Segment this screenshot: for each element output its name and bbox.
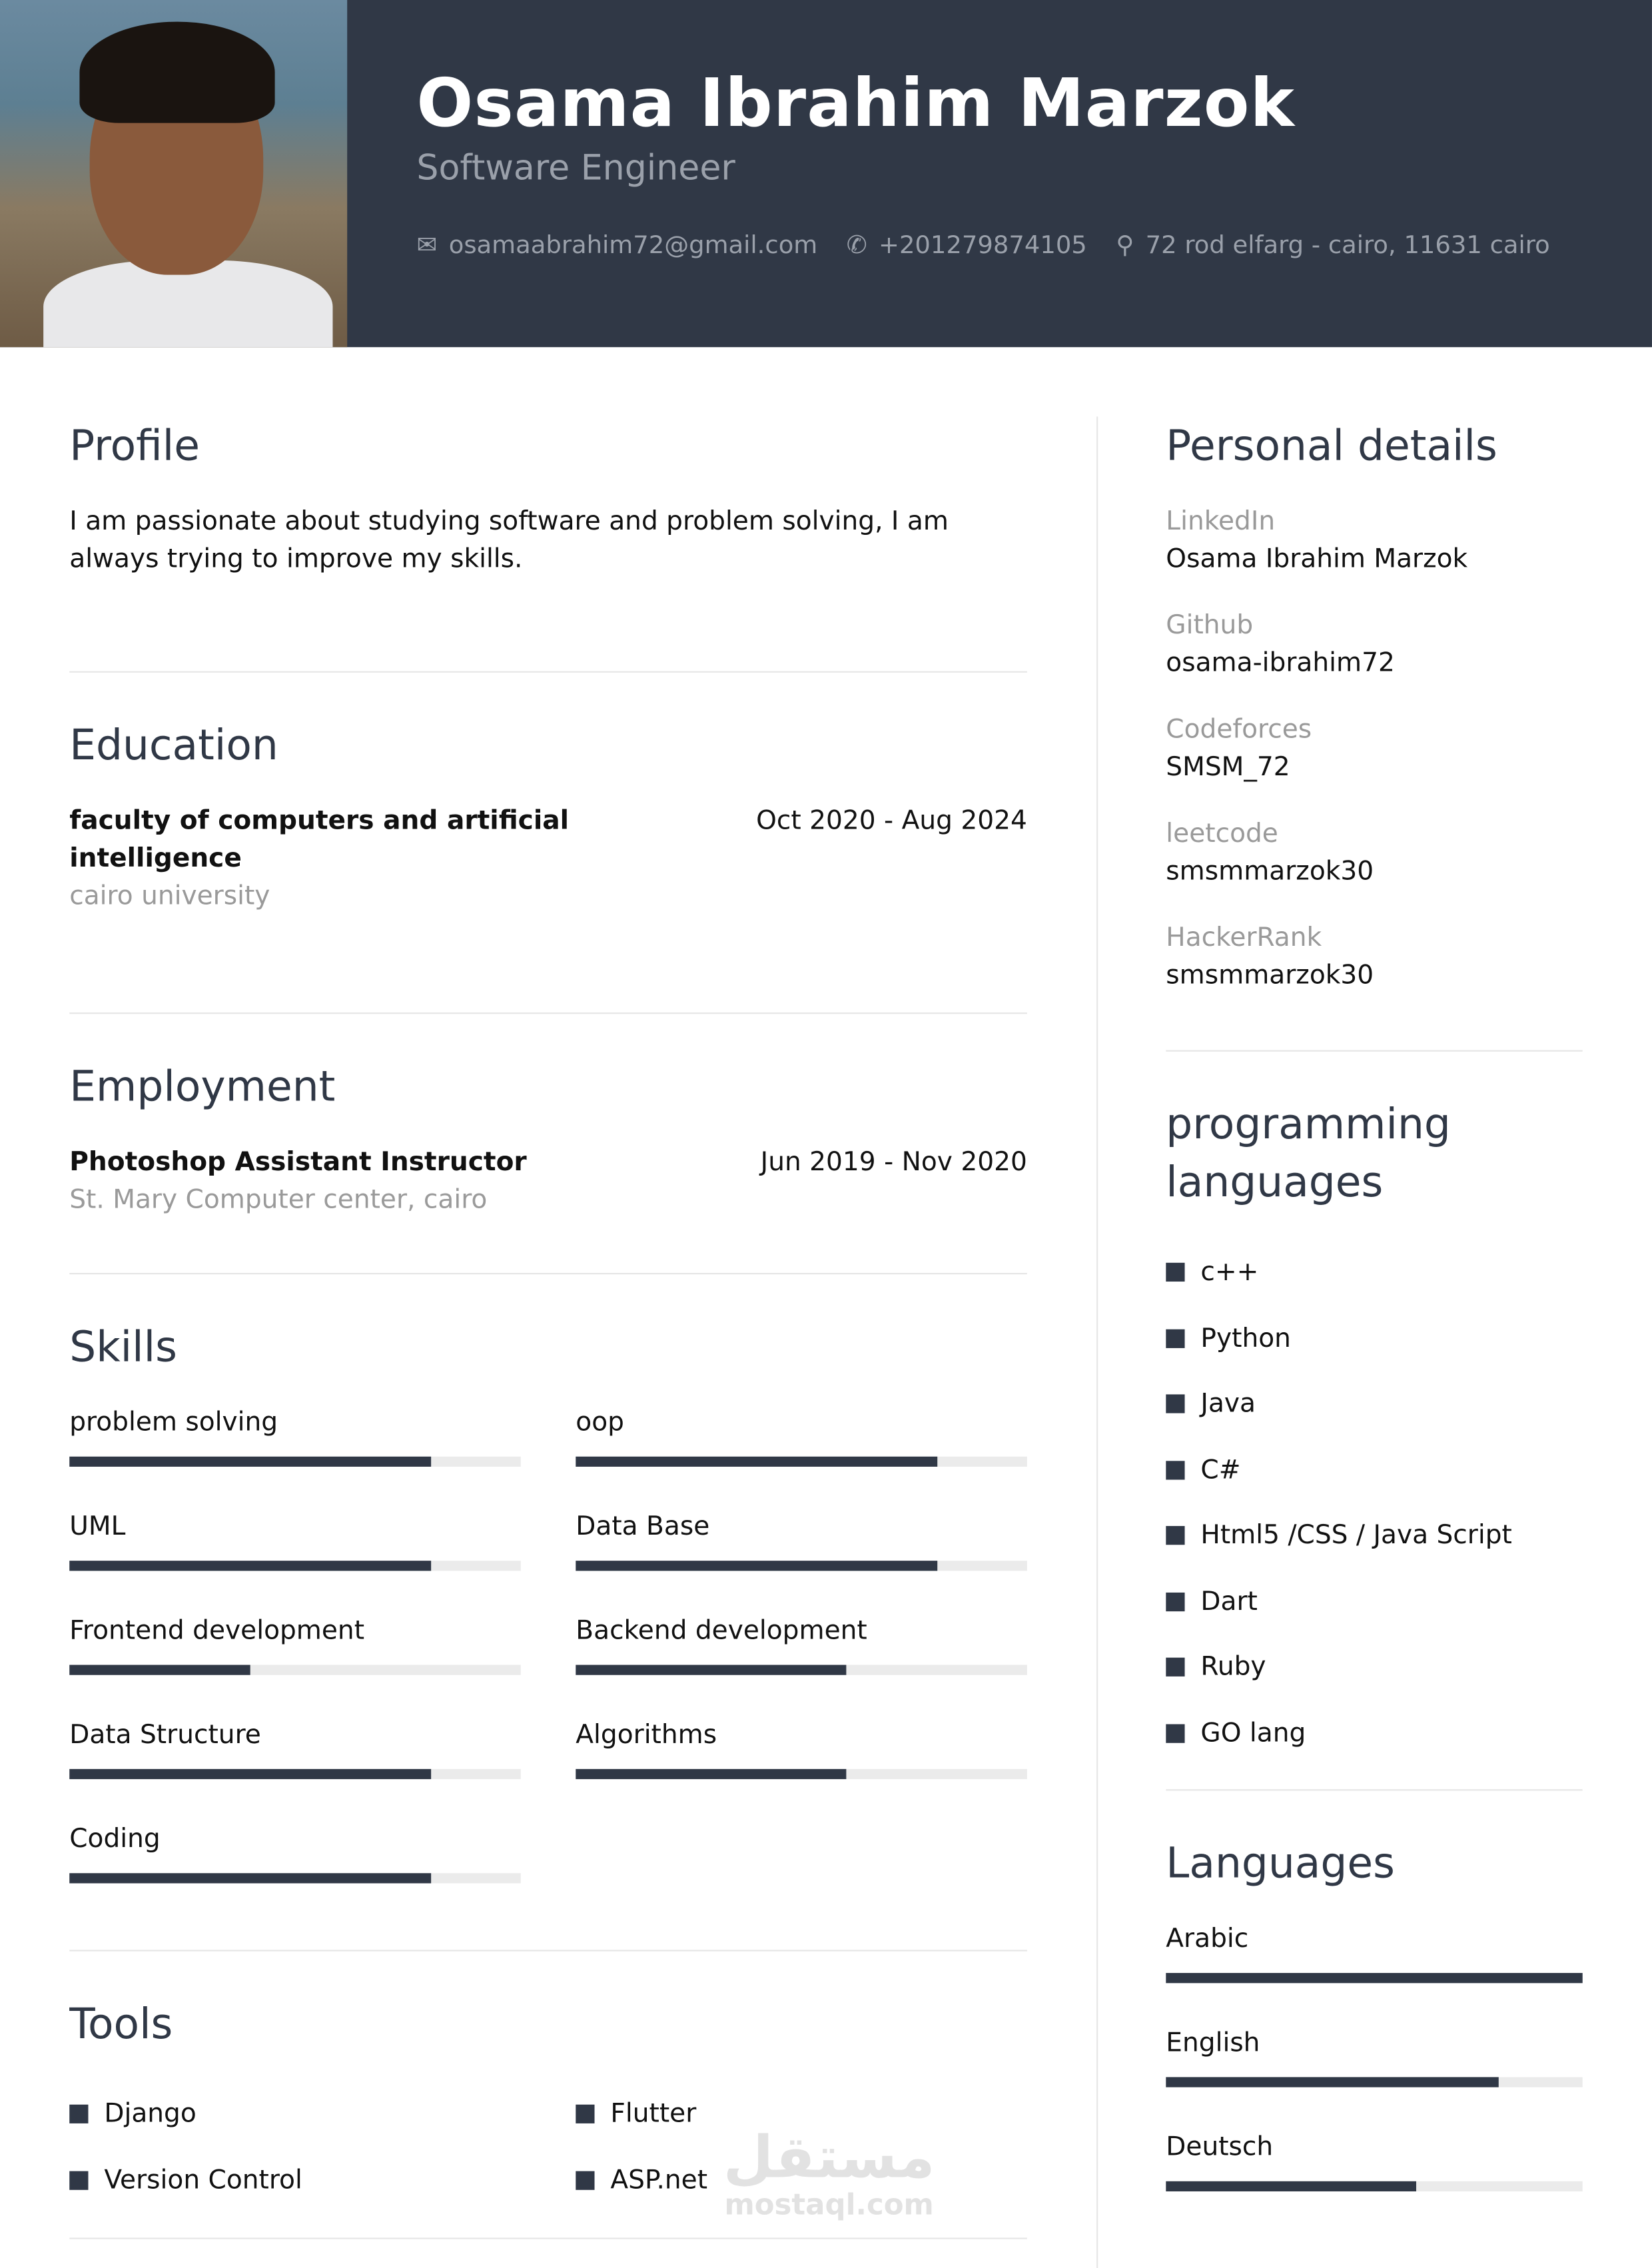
language-item-label: Deutsch — [1166, 2131, 1274, 2163]
school: cairo university — [69, 881, 270, 912]
level-bar — [69, 1561, 521, 1571]
square-bullet-icon — [1166, 1592, 1184, 1611]
detail-value[interactable]: smsmmarzok30 — [1166, 960, 1374, 991]
square-bullet-icon — [576, 2105, 594, 2123]
detail-label: Codeforces — [1166, 714, 1312, 745]
section-heading: Languages — [1166, 1838, 1395, 1888]
skill-item — [576, 1613, 1027, 1716]
skills-grid — [69, 1405, 1027, 1926]
dates: Oct 2020 - Aug 2024 — [756, 805, 1027, 837]
level-bar — [576, 1457, 1027, 1467]
list-item — [1166, 1635, 1582, 1701]
job-title: Software Engineer — [416, 147, 735, 189]
skill-item-label: Data Structure — [69, 1720, 261, 1750]
list-item — [69, 2081, 576, 2147]
level-bar-fill — [1166, 2181, 1416, 2191]
section-heading: Education — [69, 720, 278, 770]
skill-item — [69, 1821, 521, 1925]
level-bar — [69, 1665, 521, 1675]
detail-value[interactable]: osama-ibrahim72 — [1166, 647, 1395, 679]
envelope-icon: ✉ — [416, 231, 438, 260]
contact-info — [416, 231, 1549, 260]
profile-section — [69, 416, 1027, 672]
language-item-label: Arabic — [1166, 1924, 1249, 1954]
level-bar-fill — [69, 1769, 430, 1779]
level-bar — [1166, 1973, 1582, 1983]
section-heading: Skills — [69, 1322, 177, 1371]
square-bullet-icon — [1166, 1658, 1184, 1677]
language-item — [1166, 2129, 1582, 2233]
square-bullet-icon — [69, 2171, 88, 2189]
list-item — [1166, 1503, 1582, 1569]
level-bar-fill — [69, 1561, 430, 1571]
skill-item — [576, 1405, 1027, 1509]
list-item-label: Version Control — [104, 2165, 302, 2195]
skill-item — [576, 1509, 1027, 1613]
level-bar-fill — [69, 1457, 430, 1467]
square-bullet-icon — [1166, 1395, 1184, 1413]
skill-item-label: problem solving — [69, 1407, 278, 1438]
phone[interactable]: +201279874105 — [879, 231, 1087, 260]
column-divider — [1096, 416, 1098, 2268]
level-bar-fill — [69, 1665, 250, 1675]
square-bullet-icon — [1166, 1263, 1184, 1282]
section-heading: programming languages — [1166, 1099, 1451, 1207]
detail-value[interactable]: SMSM_72 — [1166, 752, 1290, 783]
level-bar — [576, 1769, 1027, 1779]
level-bar-fill — [576, 1665, 846, 1675]
skill-item — [69, 1405, 521, 1509]
list-item — [69, 2147, 576, 2213]
square-bullet-icon — [1166, 1329, 1184, 1347]
role: Photoshop Assistant Instructor — [69, 1147, 527, 1178]
detail-value[interactable]: smsmmarzok30 — [1166, 856, 1374, 887]
list-item-label: ASP.net — [610, 2165, 708, 2195]
workplace: St. Mary Computer center, cairo — [69, 1184, 488, 1216]
skill-item — [69, 1509, 521, 1613]
level-bar — [69, 1873, 521, 1883]
square-bullet-icon — [1166, 1461, 1184, 1479]
location-pin-icon: ⚲ — [1116, 231, 1134, 260]
list-item — [1166, 1437, 1582, 1503]
language-item-label: English — [1166, 2028, 1260, 2059]
level-bar — [69, 1457, 521, 1467]
detail-label: Github — [1166, 610, 1254, 641]
languages-section — [1166, 1834, 1582, 2233]
skill-item-label: UML — [69, 1511, 126, 1542]
list-item-label: GO lang — [1200, 1718, 1306, 1748]
side-column — [1166, 416, 1582, 2233]
skills-section — [69, 1318, 1027, 1951]
list-item — [1166, 1240, 1582, 1306]
mostaql-watermark: مستقل mostaql.com — [723, 2125, 935, 2222]
list-item-label: Html5 /CSS / Java Script — [1200, 1520, 1512, 1551]
skill-item — [69, 1613, 521, 1716]
employment-section — [69, 1057, 1027, 1274]
skill-item-label: Backend development — [576, 1615, 867, 1647]
list-item-label: Python — [1200, 1323, 1291, 1354]
education-item — [69, 803, 1027, 878]
list-item-label: Java — [1200, 1389, 1256, 1419]
list-item-label: Flutter — [610, 2099, 697, 2130]
section-heading: Profile — [69, 420, 201, 470]
detail-label: LinkedIn — [1166, 506, 1276, 537]
profile-text: I am passionate about studying software and problem solving, I am always trying to improve my skills. — [69, 506, 949, 575]
skill-item-label: Data Base — [576, 1511, 710, 1542]
level-bar — [1166, 2077, 1582, 2087]
level-bar-fill — [576, 1457, 937, 1467]
square-bullet-icon — [69, 2105, 88, 2123]
education-section — [69, 716, 1027, 1014]
main-column — [69, 416, 1027, 2239]
address: 72 rod elfarg - cairo, 11631 cairo — [1145, 231, 1550, 260]
level-bar-fill — [1166, 2077, 1499, 2087]
programming-languages-section — [1166, 1095, 1582, 1791]
list-item-label: Dart — [1200, 1586, 1258, 1617]
level-bar-fill — [69, 1873, 430, 1883]
list-item — [1166, 1701, 1582, 1766]
square-bullet-icon — [576, 2171, 594, 2189]
phone-icon: ✆ — [846, 231, 867, 260]
personal-details-section — [1166, 416, 1582, 1051]
level-bar — [69, 1769, 521, 1779]
section-heading: Employment — [69, 1061, 336, 1111]
level-bar-fill — [1166, 1973, 1582, 1983]
list-item — [1166, 1569, 1582, 1635]
list-item-label: Ruby — [1200, 1652, 1266, 1683]
list-item-label: c++ — [1200, 1257, 1259, 1288]
level-bar — [576, 1665, 1027, 1675]
list-item — [1166, 1306, 1582, 1371]
email[interactable]: osamaabrahim72@gmail.com — [448, 231, 818, 260]
detail-label: leetcode — [1166, 819, 1278, 849]
section-heading: Tools — [69, 1999, 173, 2048]
level-bar — [1166, 2181, 1582, 2191]
language-item — [1166, 1921, 1582, 2025]
list-item-label: C# — [1200, 1455, 1241, 1485]
skill-item-label: Algorithms — [576, 1720, 717, 1750]
level-bar — [576, 1561, 1027, 1571]
skill-item — [69, 1717, 521, 1821]
degree: faculty of computers and artificial intelligence — [69, 805, 570, 874]
dates: Jun 2019 - Nov 2020 — [760, 1147, 1027, 1178]
detail-value[interactable]: Osama Ibrahim Marzok — [1166, 544, 1468, 575]
language-item — [1166, 2025, 1582, 2129]
profile-photo — [0, 0, 347, 347]
skill-item — [576, 1717, 1027, 1821]
candidate-name: Osama Ibrahim Marzok — [416, 63, 1296, 142]
section-heading: Personal details — [1166, 420, 1497, 470]
list-item-label: Django — [104, 2099, 197, 2130]
level-bar-fill — [576, 1561, 937, 1571]
square-bullet-icon — [1166, 1724, 1184, 1742]
employment-item — [69, 1144, 1027, 1182]
skill-item-label: Frontend development — [69, 1615, 365, 1647]
skill-item-label: Coding — [69, 1824, 161, 1854]
square-bullet-icon — [1166, 1527, 1184, 1545]
list-item — [1166, 1371, 1582, 1437]
resume-header — [0, 0, 1652, 347]
skill-item-label: oop — [576, 1407, 624, 1438]
detail-label: HackerRank — [1166, 923, 1322, 954]
level-bar-fill — [576, 1769, 846, 1779]
